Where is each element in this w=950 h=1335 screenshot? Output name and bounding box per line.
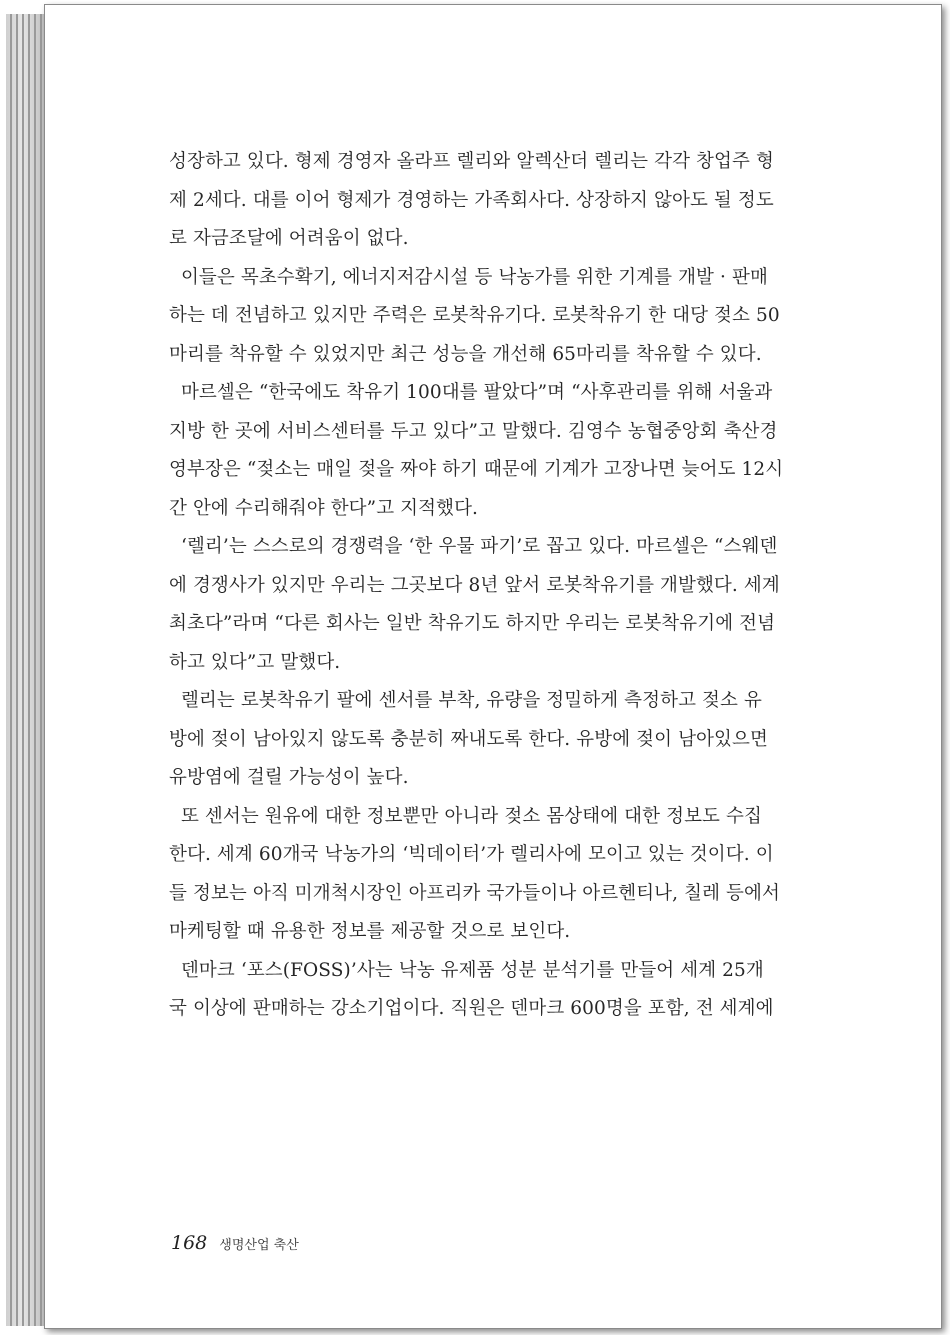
text-line: 간 안에 수리해줘야 한다”고 지적했다. — [169, 497, 479, 519]
text-line: 지방 한 곳에 서비스센터를 두고 있다”고 말했다. 김영수 농협중앙회 축산경 — [169, 420, 778, 442]
text-line: ‘렐리’는 스스로의 경쟁력을 ‘한 우물 파기’로 꼽고 있다. 마르셀은 “스웨덴 — [169, 536, 778, 557]
book-page-edges — [6, 14, 46, 1326]
body-text — [169, 143, 839, 1029]
text-line: 성장하고 있다. 형제 경영자 올라프 렐리와 알렉산더 렐리는 각각 창업주 형 — [169, 151, 774, 172]
running-head: 생명산업 축산 — [219, 1238, 299, 1253]
text-line: 영부장은 “젖소는 매일 젖을 짜야 하기 때문에 기계가 고장나면 늦어도 12시 — [169, 459, 784, 480]
page-edge-line — [34, 14, 36, 1326]
page-edge-line — [40, 14, 42, 1326]
text-line: 제 2세다. 대를 이어 형제가 경영하는 가족회사다. 상장하지 않아도 될 정도 — [169, 189, 774, 211]
text-line: 마케팅할 때 유용한 정보를 제공할 것으로 보인다. — [169, 921, 571, 942]
text-line: 들 정보는 아직 미개척시장인 아프리카 국가들이나 아르헨티나, 칠레 등에서 — [169, 882, 780, 904]
text-line: 덴마크 ‘포스(FOSS)’사는 낙농 유제품 성분 분석기를 만들어 세계 25개 — [169, 959, 764, 981]
text-line: 방에 젖이 남아있지 않도록 충분히 짜내도록 한다. 유방에 젖이 남아있으면 — [169, 728, 768, 750]
text-line: 최초다”라며 “다른 회사는 일반 착유기도 하지만 우리는 로봇착유기에 전념 — [169, 613, 776, 634]
page-edge-line — [28, 14, 30, 1326]
text-line: 유방염에 걸릴 가능성이 높다. — [169, 767, 409, 788]
text-line: 에 경쟁사가 있지만 우리는 그곳보다 8년 앞서 로봇착유기를 개발했다. 세계 — [169, 574, 780, 596]
page-edge-line — [22, 14, 24, 1326]
text-line: 로 자금조달에 어려움이 없다. — [169, 228, 409, 249]
text-line: 마르셀은 “한국에도 착유기 100대를 팔았다”며 “사후관리를 위해 서울과 — [169, 382, 773, 403]
text-line: 마리를 착유할 수 있었지만 최근 성능을 개선해 65마리를 착유할 수 있다. — [169, 343, 762, 365]
text-line: 국 이상에 판매하는 강소기업이다. 직원은 덴마크 600명을 포함, 전 세계에 — [169, 998, 774, 1019]
page-number: 168 — [171, 1232, 208, 1254]
text-line: 하는 데 전념하고 있지만 주력은 로봇착유기다. 로봇착유기 한 대당 젖소 50 — [169, 305, 780, 326]
text-line: 하고 있다”고 말했다. — [169, 651, 341, 673]
page-edge-line — [16, 14, 18, 1326]
text-line: 또 센서는 원유에 대한 정보뿐만 아니라 젖소 몸상태에 대한 정보도 수집 — [169, 805, 762, 827]
page-footer — [171, 1231, 299, 1255]
text-line: 한다. 세계 60개국 낙농가의 ‘빅데이터’가 렐리사에 모이고 있는 것이다. 이 — [169, 844, 774, 865]
text-line: 렐리는 로봇착유기 팔에 센서를 부착, 유량을 정밀하게 측정하고 젖소 유 — [169, 690, 762, 711]
text-line: 이들은 목초수확기, 에너지저감시설 등 낙농가를 위한 기계를 개발 · 판매 — [169, 266, 768, 288]
book-page — [44, 4, 942, 1329]
page-edge-line — [10, 14, 12, 1326]
